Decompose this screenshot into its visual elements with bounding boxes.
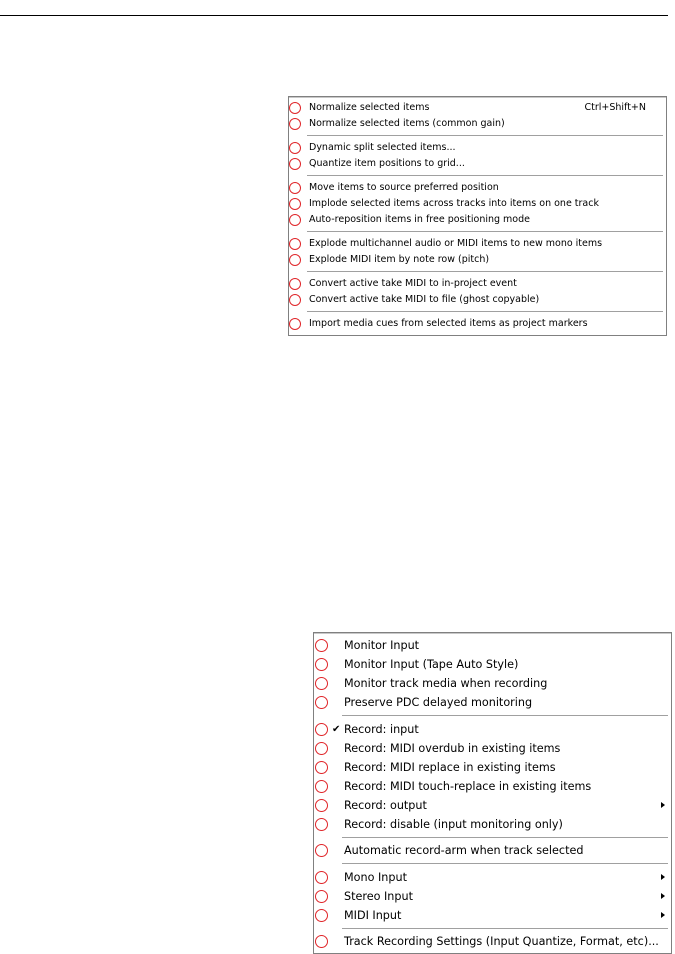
menu-separator <box>307 175 663 176</box>
menu-item-record-midi-touch-replace[interactable] <box>314 777 671 796</box>
menu-item-convert-midi-in-project[interactable] <box>289 276 666 292</box>
menu-separator <box>307 135 663 136</box>
menu-item-label: Record: disable (input monitoring only) <box>344 818 563 831</box>
menu-item-mono-input[interactable] <box>314 868 671 887</box>
annotation-circle <box>315 677 328 690</box>
annotation-circle <box>315 696 328 709</box>
menu-item-convert-midi-to-file[interactable] <box>289 292 666 308</box>
menu-item-normalize-common-gain[interactable] <box>289 116 666 132</box>
menu-item-label: Preserve PDC delayed monitoring <box>344 696 533 709</box>
menu-item-record-midi-replace[interactable] <box>314 758 671 777</box>
menu-item-label: Auto-reposition items in free positioning mode <box>309 214 530 225</box>
submenu-arrow-icon <box>661 874 665 880</box>
menu-item-label: Monitor track media when recording <box>344 677 548 690</box>
menu-item-label: Explode MIDI item by note row (pitch) <box>309 254 490 265</box>
menu-item-label: Explode multichannel audio or MIDI items to new mono items <box>309 238 603 249</box>
menu-item-monitor-track-media[interactable] <box>314 674 671 693</box>
menu-item-label: Track Recording Settings (Input Quantize, Format, etc)... <box>344 935 659 948</box>
menu-item-label: Mono Input <box>344 871 407 884</box>
annotation-circle <box>289 118 301 130</box>
menu-top-edge <box>289 97 666 98</box>
annotation-circle <box>315 844 328 857</box>
menu-separator <box>342 928 668 929</box>
menu-item-record-midi-overdub[interactable] <box>314 739 671 758</box>
menu-item-monitor-input-tape-auto[interactable] <box>314 655 671 674</box>
annotation-circle <box>315 761 328 774</box>
menu-item-auto-reposition[interactable] <box>289 212 666 228</box>
annotation-circle <box>289 102 301 114</box>
menu-item-label: Record: MIDI touch-replace in existing items <box>344 780 592 793</box>
annotation-circle <box>315 799 328 812</box>
menu-top-edge <box>314 633 671 634</box>
menu-item-shortcut: Ctrl+Shift+N <box>584 102 646 113</box>
menu-item-explode-multichannel[interactable] <box>289 236 666 252</box>
menu-item-label: Monitor Input <box>344 639 420 652</box>
menu-item-label: Convert active take MIDI to file (ghost copyable) <box>309 294 540 305</box>
annotation-circle <box>315 890 328 903</box>
menu-item-label: Dynamic split selected items... <box>309 142 456 153</box>
menu-item-implode-items[interactable] <box>289 196 666 212</box>
menu-item-label: Quantize item positions to grid... <box>309 158 465 169</box>
menu-item-label: Monitor Input (Tape Auto Style) <box>344 658 519 671</box>
menu-item-label: Record: MIDI replace in existing items <box>344 761 556 774</box>
submenu-arrow-icon <box>661 802 665 808</box>
menu-item-midi-input[interactable] <box>314 906 671 925</box>
annotation-circle <box>289 214 301 226</box>
menu-item-label: MIDI Input <box>344 909 402 922</box>
annotation-circle <box>289 198 301 210</box>
menu-item-label: Record: input <box>344 723 419 736</box>
menu-item-label: Record: MIDI overdub in existing items <box>344 742 561 755</box>
annotation-circle <box>289 254 301 266</box>
checkmark-icon: ✔ <box>332 724 341 735</box>
annotation-circle <box>315 909 328 922</box>
menu-item-label: Stereo Input <box>344 890 413 903</box>
menu-item-preserve-pdc[interactable] <box>314 693 671 712</box>
submenu-arrow-icon <box>661 912 665 918</box>
annotation-circle <box>315 871 328 884</box>
submenu-arrow-icon <box>661 893 665 899</box>
annotation-circle <box>315 818 328 831</box>
menu-item-normalize[interactable] <box>289 100 666 116</box>
annotation-circle <box>315 935 328 948</box>
menu-item-label: Move items to source preferred position <box>309 182 499 193</box>
annotation-circle <box>315 639 328 652</box>
annotation-circle <box>289 158 301 170</box>
menu-item-monitor-input[interactable] <box>314 636 671 655</box>
menu-item-record-input[interactable] <box>314 720 671 739</box>
menu-separator <box>342 715 668 716</box>
annotation-circle <box>289 294 301 306</box>
annotation-circle <box>315 658 328 671</box>
menu-item-move-to-source-position[interactable] <box>289 180 666 196</box>
annotation-circle <box>289 318 301 330</box>
annotation-circle <box>315 723 328 736</box>
page-header-rule <box>0 15 668 16</box>
menu-item-label: Automatic record-arm when track selected <box>344 844 584 857</box>
annotation-circle <box>315 780 328 793</box>
menu-item-dynamic-split[interactable] <box>289 140 666 156</box>
menu-separator <box>342 863 668 864</box>
menu-item-label: Record: output <box>344 799 427 812</box>
menu-separator <box>342 837 668 838</box>
annotation-circle <box>289 238 301 250</box>
menu-item-label: Normalize selected items <box>309 102 430 113</box>
menu-separator <box>307 311 663 312</box>
annotation-circle <box>315 742 328 755</box>
menu-separator <box>307 231 663 232</box>
annotation-circle <box>289 278 301 290</box>
menu-item-stereo-input[interactable] <box>314 887 671 906</box>
menu-item-import-media-cues[interactable] <box>289 316 666 332</box>
item-processing-menu <box>288 96 667 336</box>
annotation-circle <box>289 182 301 194</box>
menu-item-record-output[interactable] <box>314 796 671 815</box>
menu-item-track-recording-settings[interactable] <box>314 932 671 951</box>
menu-item-label: Normalize selected items (common gain) <box>309 118 505 129</box>
annotation-circle <box>289 142 301 154</box>
menu-item-quantize-positions[interactable] <box>289 156 666 172</box>
record-monitoring-menu <box>313 632 672 954</box>
menu-item-record-disable[interactable] <box>314 815 671 834</box>
menu-separator <box>307 271 663 272</box>
menu-item-label: Import media cues from selected items as project markers <box>309 318 588 329</box>
menu-item-explode-midi-note-row[interactable] <box>289 252 666 268</box>
menu-item-label: Implode selected items across tracks into items on one track <box>309 198 599 209</box>
menu-item-auto-record-arm[interactable] <box>314 841 671 860</box>
menu-item-label: Convert active take MIDI to in-project event <box>309 278 517 289</box>
